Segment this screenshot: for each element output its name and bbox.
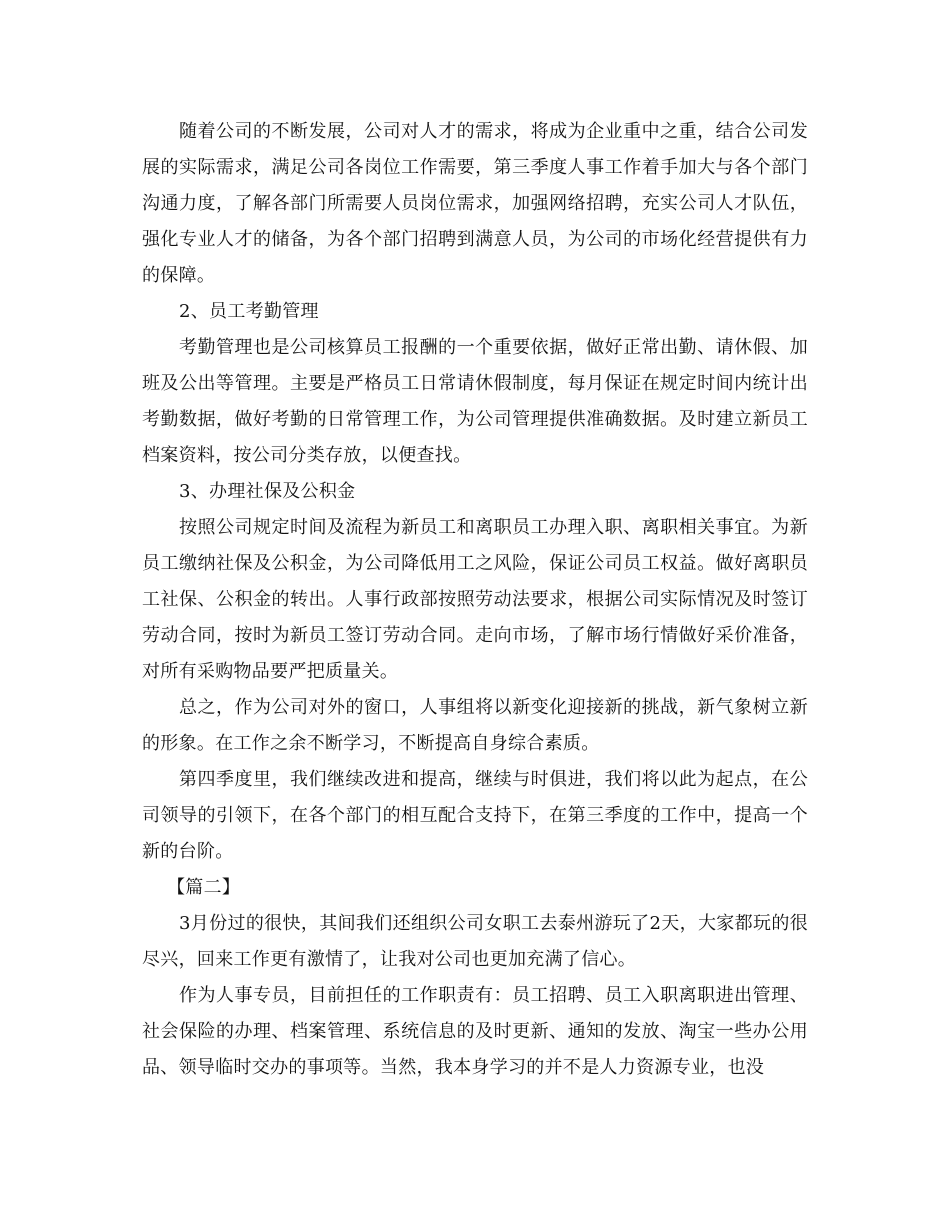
section-title-part-two: 【篇二】 <box>167 877 241 898</box>
paragraph-summary: 总之，作为公司对外的窗口，人事组将以新变化迎接新的挑战，新气象树立新的形象。在工作之余不断学习，不断提高自身综合素质。 <box>142 697 808 754</box>
heading-attendance: 2、员工考勤管理 <box>179 301 319 322</box>
paragraph-attendance: 考勤管理也是公司核算员工报酬的一个重要依据，做好正常出勤、请休假、加班及公出等管理。主要是严格员工日常请休假制度，每月保证在规定时间内统计出考勤数据，做好考勤的日常管理工作，为公司管理提供准确数据。及时建立新员工档案资料，按公司分类存放，以便查找。 <box>142 337 808 466</box>
paragraph-march: 3月份过的很快，其间我们还组织公司女职工去泰州游玩了2天，大家都玩的很尽兴，回来工作更有激情了，让我对公司也更加充满了信心。 <box>142 913 808 970</box>
paragraph-duties: 作为人事专员，目前担任的工作职责有：员工招聘、员工入职离职进出管理、社会保险的办理、档案管理、系统信息的及时更新、通知的发放、淘宝一些办公用品、领导临时交办的事项等。当然，我本身学习的并不是人力资源专业，也没 <box>142 985 808 1078</box>
paragraph-fourth-quarter: 第四季度里，我们继续改进和提高，继续与时俱进，我们将以此为起点，在公司领导的引领下，在各个部门的相互配合支持下，在第三季度的工作中，提高一个新的台阶。 <box>142 769 808 862</box>
document-page <box>142 114 808 1086</box>
paragraph-recruitment: 随着公司的不断发展，公司对人才的需求，将成为企业重中之重，结合公司发展的实际需求，满足公司各岗位工作需要，第三季度人事工作着手加大与各个部门沟通力度，了解各部门所需要人员岗位需求，加强网络招聘，充实公司人才队伍，强化专业人才的储备，为各个部门招聘到满意人员，为公司的市场化经营提供有力的保障。 <box>142 121 808 286</box>
paragraph-social-security: 按照公司规定时间及流程为新员工和离职员工办理入职、离职相关事宜。为新员工缴纳社保及公积金，为公司降低用工之风险，保证公司员工权益。做好离职员工社保、公积金的转出。人事行政部按照劳动法要求，根据公司实际情况及时签订劳动合同，按时为新员工签订劳动合同。走向市场，了解市场行情做好采价准备，对所有采购物品要严把质量关。 <box>142 517 808 682</box>
heading-social-security: 3、办理社保及公积金 <box>179 481 356 502</box>
